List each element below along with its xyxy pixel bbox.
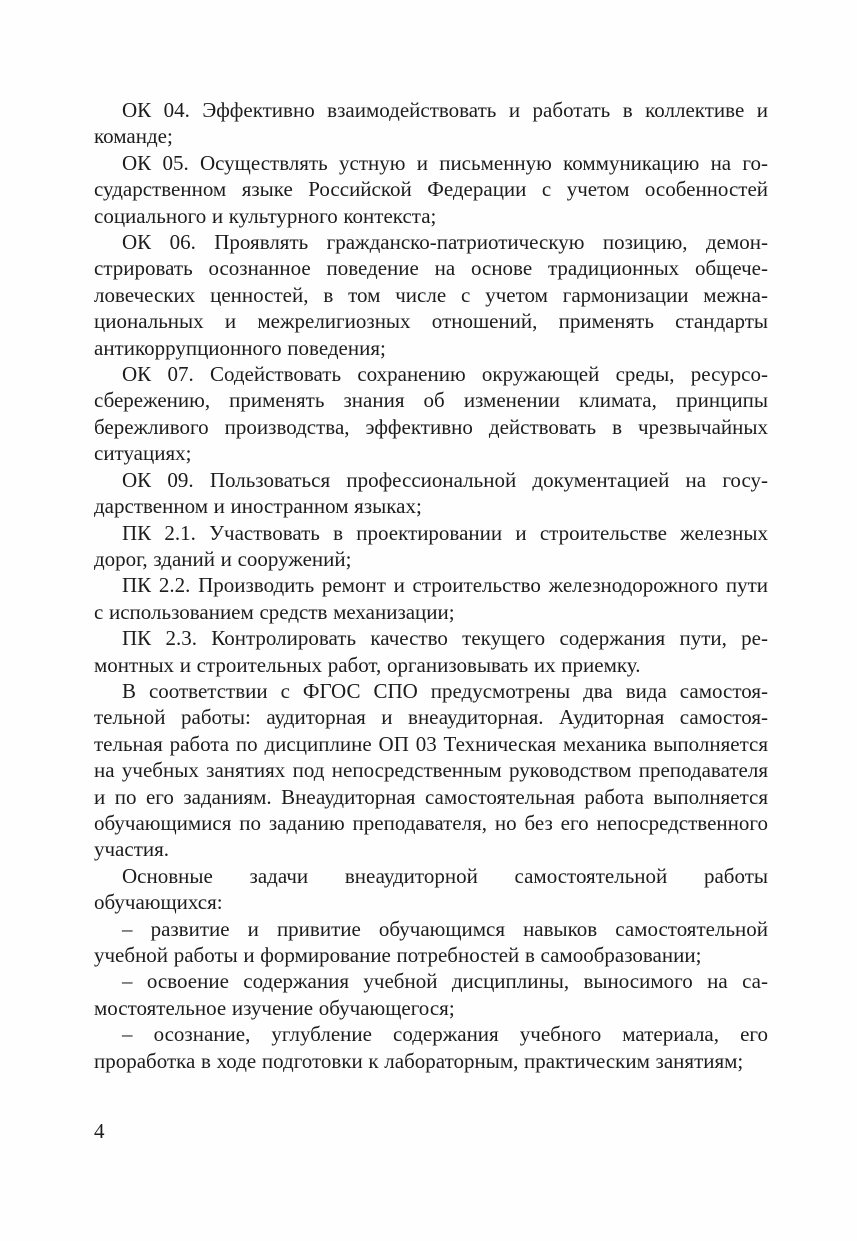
paragraph-ok-07: ОК 07. Содействовать сохранению окружающей среды, ресурсосбережению, применять знания об изменении климата, принципы бережливого производства, эффективно действовать в чрезвычайных ситуациях; xyxy=(94,362,768,466)
list-item-mastering: – освоение содержания учебной дисциплины, выносимого на самостоятельное изучение обучающегося; xyxy=(94,969,768,1020)
paragraph-ok-06: ОК 06. Проявлять гражданско-патриотическую позицию, демонстрировать осознанное поведение на основе традиционных общечеловеческих ценностей, в том числе с учетом гармонизации межнациональных и межрелигиозных отношений, применять стандарты антикоррупционного поведения; xyxy=(94,230,768,360)
paragraph-ok-09: ОК 09. Пользоваться профессиональной документацией на государственном и иностранном языках; xyxy=(94,467,768,519)
list-item-development: – развитие и привитие обучающимся навыков самостоятельной учебной работы и формирование потребностей в самообразовании; xyxy=(94,916,768,967)
paragraph-ok-05: ОК 05. Осуществлять устную и письменную коммуникацию на государственном языке Российской Федерации с учетом особенностей социального и культурного контекста; xyxy=(94,150,768,228)
text-body xyxy=(94,97,768,1074)
paragraph-main-tasks: Основные задачи внеаудиторной самостоятельной работы обучающихся: xyxy=(94,863,768,915)
paragraph-ok-04: ОК 04. Эффективно взаимодействовать и работать в коллективе и команде; xyxy=(94,98,768,149)
page-number: 4 xyxy=(94,1119,105,1143)
paragraph-pk-2-1: ПК 2.1. Участвовать в проектировании и строительстве железных дорог, зданий и сооружений; xyxy=(94,520,768,571)
paragraph-fgos-spo: В соответствии с ФГОС СПО предусмотрены два вида самостоятельной работы: аудиторная и внеаудиторная. Аудиторная самостоятельная работа по дисциплине ОП 03 Техническая механика выполняется на учебных занятиях под непосредственным руководством преподавателя и по его заданиям. Внеаудиторная самостоятельная работа выполняется обучающимися по заданию преподавателя, но без его непосредственного участия. xyxy=(94,678,768,862)
paragraph-pk-2-2: ПК 2.2. Производить ремонт и строительство железнодорожного пути с использованием средств механизации; xyxy=(94,573,768,624)
paragraph-pk-2-3: ПК 2.3. Контролировать качество текущего содержания пути, ремонтных и строительных работ, организовывать их приемку. xyxy=(94,626,768,677)
list-item-awareness: – осознание, углубление содержания учебного материала, его проработка в ходе подготовки к лабораторным, практическим занятиям; xyxy=(94,1022,768,1073)
